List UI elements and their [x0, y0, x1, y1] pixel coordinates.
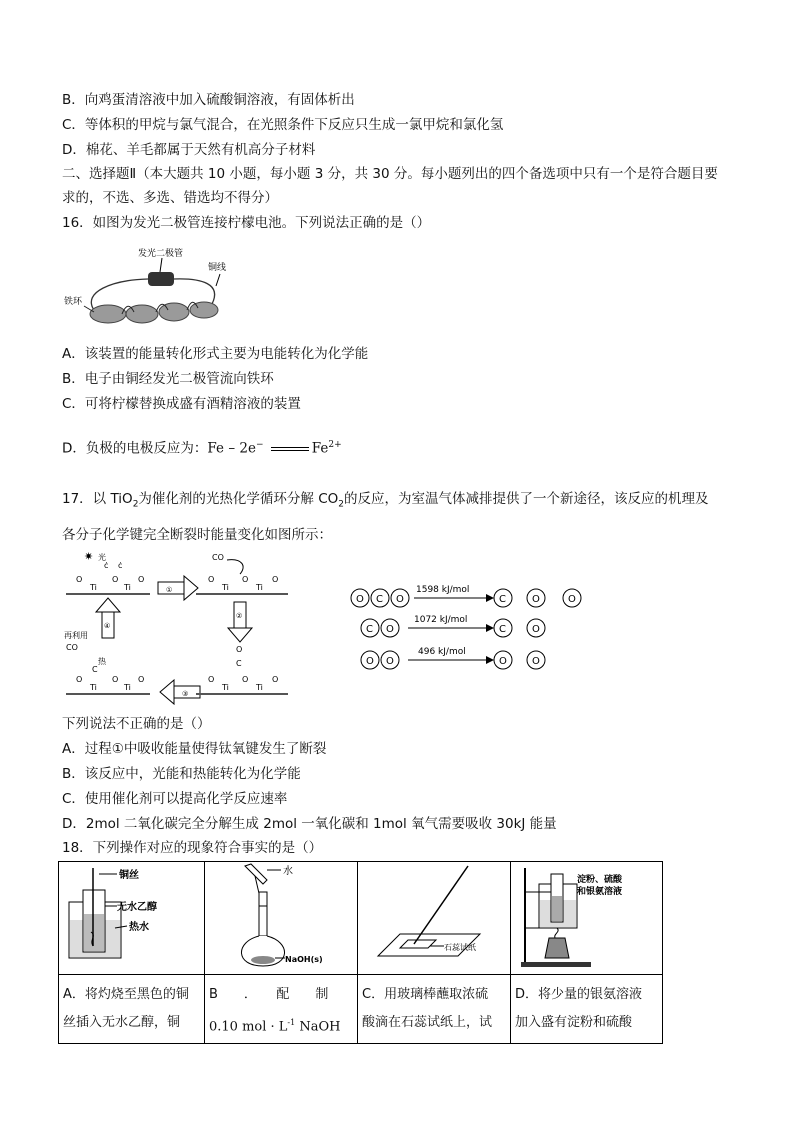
svg-text:O: O: [386, 656, 394, 667]
svg-text:496 kJ/mol: 496 kJ/mol: [418, 647, 466, 657]
svg-text:O: O: [532, 594, 540, 605]
litmus-paper-figure: [358, 862, 510, 970]
svg-text:CO: CO: [66, 643, 78, 652]
svg-text:ċ: ċ: [104, 561, 109, 570]
svg-text:热水: 热水: [129, 922, 149, 933]
svg-text:无水乙醇: 无水乙醇: [117, 902, 157, 913]
q17-stem-line2: 各分子化学键完全断裂时能量变化如图所示：: [62, 527, 332, 543]
svg-text:石蕊试纸: 石蕊试纸: [444, 943, 476, 952]
q18-fig-d-cell: [511, 862, 663, 975]
svg-text:Ti: Ti: [90, 683, 97, 692]
svg-text:③: ③: [182, 690, 189, 698]
svg-text:再利用: 再利用: [64, 631, 88, 640]
svg-text:O: O: [242, 575, 249, 584]
svg-text:①: ①: [166, 586, 173, 594]
svg-text:O: O: [532, 656, 540, 667]
bond-energy-figure: [348, 580, 588, 676]
svg-text:Ti: Ti: [124, 583, 131, 592]
q16-option-b: B．电子由铜经发光二极管流向铁环: [62, 371, 274, 387]
svg-text:O: O: [396, 594, 404, 605]
svg-text:Ti: Ti: [256, 683, 263, 692]
sun-icon: ✷: [84, 550, 94, 563]
svg-text:O: O: [138, 575, 145, 584]
svg-text:O: O: [499, 656, 507, 667]
q17-option-a: A．过程①中吸收能量使得钛氧键发生了断裂: [62, 741, 327, 757]
svg-text:Ti: Ti: [222, 683, 229, 692]
svg-text:O: O: [112, 675, 119, 684]
q18-option-b: B ． 配 制 0.10 mol · $L^{-1}$ NaOH: [205, 975, 358, 1044]
led-label: 发光二极管: [138, 249, 184, 259]
copper-wire-ethanol-figure: [59, 862, 204, 970]
lemon-battery-figure: [62, 242, 242, 338]
q18-options-table: [58, 861, 663, 1044]
svg-text:C: C: [499, 594, 506, 605]
svg-text:O: O: [356, 594, 364, 605]
svg-text:O: O: [386, 624, 394, 635]
copper-wire-label: 铜线: [208, 263, 227, 273]
svg-text:ċ: ċ: [118, 561, 123, 570]
q16-option-d: D．负极的电极反应为：Fe – 2e− $Fe^{2+}$: [62, 440, 342, 457]
svg-text:②: ②: [236, 612, 243, 620]
q15-option-d: D．棉花、羊毛都属于天然有机高分子材料: [62, 142, 316, 158]
q18-fig-b-cell: [205, 862, 358, 975]
svg-text:1598 kJ/mol: 1598 kJ/mol: [416, 585, 470, 595]
svg-text:④: ④: [104, 622, 111, 630]
svg-text:Ti: Ti: [90, 583, 97, 592]
svg-text:铜丝: 铜丝: [119, 870, 139, 881]
svg-text:O: O: [568, 594, 576, 605]
svg-text:C: C: [499, 624, 506, 635]
q17-option-d: D．2mol 二氧化碳完全分解生成 2mol 一氧化碳和 1mol 氧气需要吸收 30kJ 能量: [62, 816, 557, 832]
svg-text:C: C: [236, 659, 242, 668]
svg-text:光: 光: [98, 553, 106, 562]
q16-option-a: A．该装置的能量转化形式主要为电能转化为化学能: [62, 346, 369, 362]
svg-text:水: 水: [283, 866, 293, 877]
q17-option-b: B．该反应中，光能和热能转化为化学能: [62, 766, 301, 782]
svg-text:O: O: [112, 575, 119, 584]
svg-text:O: O: [138, 675, 145, 684]
svg-text:O: O: [236, 645, 243, 654]
svg-text:O: O: [272, 675, 279, 684]
q17-stem-line1: 17．以 TiO$_2$为催化剂的光热化学循环分解 $CO_2$的反应，为室温气体减排提供了一个新途径，该反应的机理及: [62, 491, 709, 510]
q18-fig-a-cell: [59, 862, 205, 975]
photothermal-mechanism-figure: [62, 548, 294, 706]
q16-option-c: C．可将柠檬替换成盛有酒精溶液的装置: [62, 396, 301, 412]
q18-option-c: C．用玻璃棒蘸取浓硫 酸滴在石蕊试纸上，试: [358, 975, 511, 1044]
q15-option-c: C．等体积的甲烷与氯气混合，在光照条件下反应只生成一氯甲烷和氯化氢: [62, 117, 504, 133]
svg-text:C: C: [376, 594, 383, 605]
svg-text:O: O: [208, 575, 215, 584]
q15-option-b: B．向鸡蛋清溶液中加入硫酸铜溶液，有固体析出: [62, 92, 355, 108]
volumetric-flask-figure: [205, 862, 357, 970]
svg-text:O: O: [76, 575, 83, 584]
q18-option-a: A．将灼烧至黑色的铜 丝插入无水乙醇，铜: [59, 975, 205, 1044]
svg-text:O: O: [272, 575, 279, 584]
q17-option-c: C．使用催化剂可以提高化学反应速率: [62, 791, 288, 807]
svg-text:和银氨溶液: 和银氨溶液: [577, 887, 623, 897]
svg-text:淀粉、硫酸: 淀粉、硫酸: [577, 875, 623, 885]
svg-text:CO: CO: [212, 553, 224, 562]
q17-ask: 下列说法不正确的是（）: [62, 716, 211, 732]
q18-option-d: D．将少量的银氨溶液 加入盛有淀粉和硫酸: [511, 975, 663, 1044]
q18-fig-c-cell: [358, 862, 511, 975]
svg-text:热: 热: [98, 657, 106, 666]
svg-text:O: O: [242, 675, 249, 684]
section2-heading-line2: 求的，不选、多选、错选均不得分）: [62, 190, 278, 206]
svg-text:Ti: Ti: [124, 683, 131, 692]
svg-text:O: O: [532, 624, 540, 635]
svg-text:O: O: [366, 656, 374, 667]
q18-stem: 18．下列操作对应的现象符合事实的是（）: [62, 840, 323, 856]
svg-text:C: C: [92, 665, 98, 674]
q16-stem: 16．如图为发光二极管连接柠檬电池。下列说法正确的是（）: [62, 215, 431, 231]
svg-text:NaOH(s): NaOH(s): [285, 955, 323, 964]
iron-ring-label: 铁环: [64, 297, 83, 307]
svg-text:Ti: Ti: [222, 583, 229, 592]
svg-text:Ti: Ti: [256, 583, 263, 592]
svg-text:O: O: [208, 675, 215, 684]
svg-text:C: C: [366, 624, 373, 635]
svg-text:1072 kJ/mol: 1072 kJ/mol: [414, 615, 468, 625]
section2-heading-line1: 二、选择题Ⅱ（本大题共 10 小题，每小题 3 分，共 30 分。每小题列出的四个备选项中只有一个是符合题目要: [62, 166, 718, 182]
svg-text:O: O: [76, 675, 83, 684]
water-bath-figure: [511, 862, 661, 970]
